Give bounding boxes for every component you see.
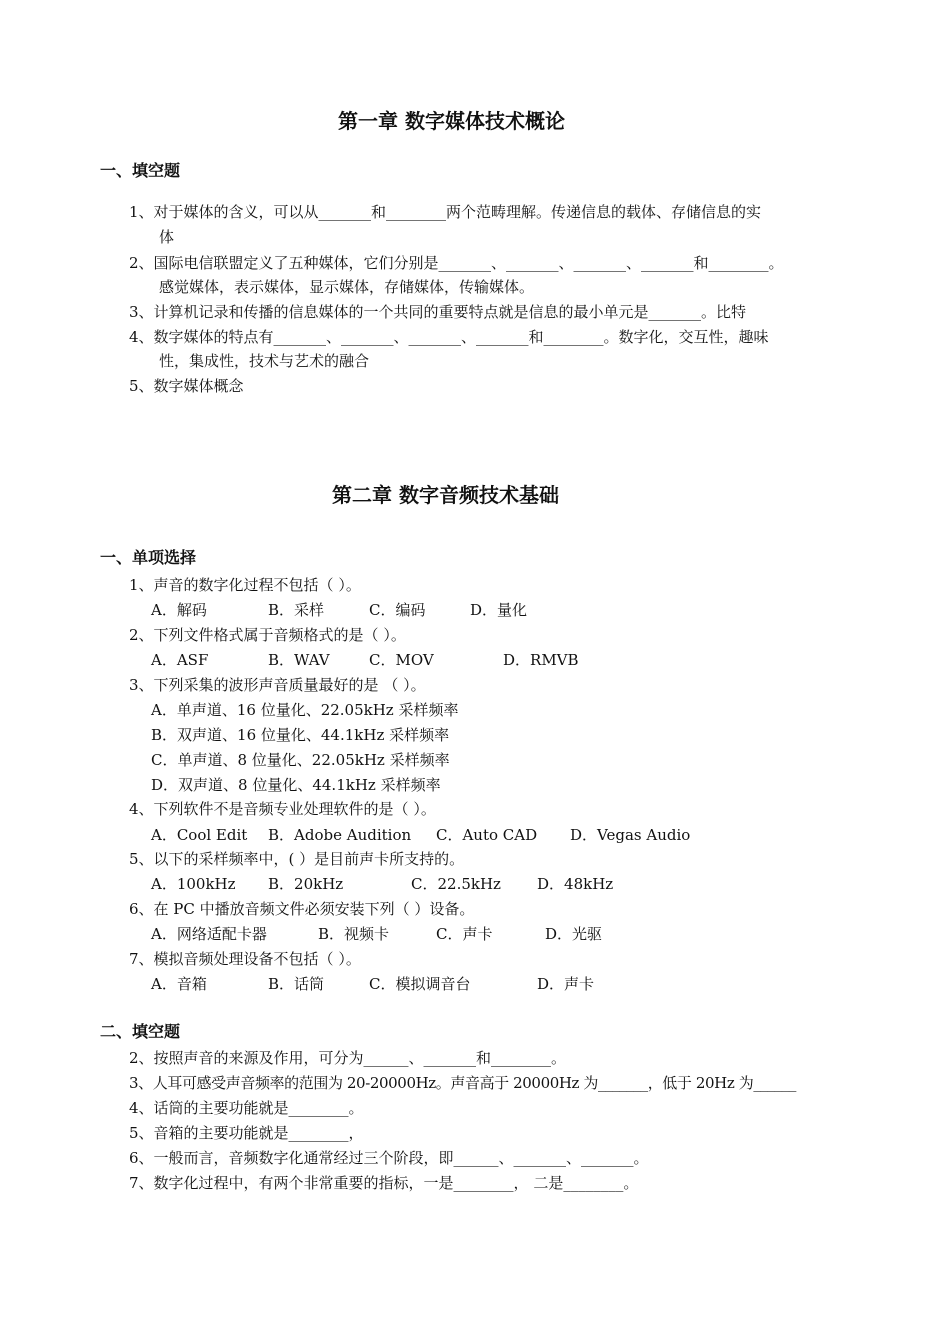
mc7-option-d: D．声卡 bbox=[537, 975, 595, 993]
mc2-option-b: B．WAV bbox=[268, 651, 330, 669]
mc-question-5: 5、以下的采样频率中，( ）是目前声卡所支持的。 bbox=[129, 850, 465, 868]
mc1-option-a: A．解码 bbox=[151, 601, 207, 619]
mc1-option-b: B．采样 bbox=[268, 601, 325, 619]
mc5-option-b: B．20kHz bbox=[268, 875, 344, 893]
ch2-section-choice-heading: 一、单项选择 bbox=[100, 548, 197, 567]
mc-question-6: 6、在 PC 中播放音频文件必须安装下列（ ）设备。 bbox=[129, 900, 475, 918]
mc1-option-d: D．量化 bbox=[470, 601, 528, 619]
mc4-option-b: B．Adobe Audition bbox=[268, 826, 412, 844]
mc4-option-a: A．Cool Edit bbox=[151, 826, 248, 844]
mc3-option-c: C．单声道、8 位量化、22.05kHz 采样频率 bbox=[151, 751, 450, 769]
ch1-q4-line2: 性，集成性，技术与艺术的融合 bbox=[159, 352, 370, 370]
mc-question-4: 4、下列软件不是音频专业处理软件的是（ ）。 bbox=[129, 800, 436, 818]
ch1-q4-line1: 4、数字媒体的特点有_______、_______、_______、_______和________。数字化，交互性，趣味 bbox=[129, 328, 769, 346]
mc6-option-c: C．声卡 bbox=[436, 925, 493, 943]
ch1-section-fill-heading: 一、填空题 bbox=[100, 161, 181, 180]
ch1-q1-line2: 体 bbox=[159, 228, 175, 246]
mc2-option-a: A．ASF bbox=[151, 651, 209, 669]
mc3-option-d: D．双声道、8 位量化、44.1kHz 采样频率 bbox=[151, 776, 441, 794]
fill-question-5: 5、音箱的主要功能就是________， bbox=[129, 1124, 364, 1142]
mc1-option-c: C．编码 bbox=[369, 601, 426, 619]
mc2-option-d: D．RMVB bbox=[503, 651, 579, 669]
fill-question-6: 6、一般而言，音频数字化通常经过三个阶段，即______、_______、_______。 bbox=[129, 1149, 649, 1167]
mc6-option-b: B．视频卡 bbox=[318, 925, 390, 943]
mc7-option-b: B．话筒 bbox=[268, 975, 325, 993]
mc7-option-a: A．音箱 bbox=[151, 975, 207, 993]
mc2-option-c: C．MOV bbox=[369, 651, 434, 669]
mc6-option-a: A．网络适配卡器 bbox=[151, 925, 267, 943]
fill-question-3: 3、人耳可感受声音频率的范围为 20-20000Hz。声音高于 20000Hz 为_______，低于 20Hz 为______ bbox=[129, 1074, 796, 1092]
mc-question-3: 3、下列采集的波形声音质量最好的是 （ ）。 bbox=[129, 676, 426, 694]
fill-question-7: 7、数字化过程中，有两个非常重要的指标，一是________， 二是________。 bbox=[129, 1174, 639, 1192]
mc4-option-c: C．Auto CAD bbox=[436, 826, 538, 844]
mc3-option-a: A．单声道、16 位量化、22.05kHz 采样频率 bbox=[151, 701, 459, 719]
mc-question-7: 7、模拟音频处理设备不包括（ ）。 bbox=[129, 950, 361, 968]
fill-question-2: 2、按照声音的来源及作用，可分为______、_______和________。 bbox=[129, 1049, 567, 1067]
mc7-option-c: C．模拟调音台 bbox=[369, 975, 471, 993]
mc-question-1: 1、声音的数字化过程不包括（ ）。 bbox=[129, 576, 361, 594]
ch2-section-fill-heading: 二、填空题 bbox=[100, 1022, 181, 1041]
ch1-q1-line1: 1、对于媒体的含义，可以从_______和________两个范畴理解。传递信息的载体、存储信息的实 bbox=[129, 203, 762, 221]
mc6-option-d: D．光驱 bbox=[545, 925, 603, 943]
chapter1-title: 第一章 数字媒体技术概论 bbox=[338, 109, 565, 133]
mc4-option-d: D．Vegas Audio bbox=[570, 826, 691, 844]
mc3-option-b: B．双声道、16 位量化、44.1kHz 采样频率 bbox=[151, 726, 450, 744]
ch1-q5: 5、数字媒体概念 bbox=[129, 377, 244, 395]
chapter2-title: 第二章 数字音频技术基础 bbox=[332, 483, 559, 507]
mc5-option-d: D．48kHz bbox=[537, 875, 614, 893]
mc-question-2: 2、下列文件格式属于音频格式的是（ ）。 bbox=[129, 626, 406, 644]
mc5-option-a: A．100kHz bbox=[151, 875, 236, 893]
fill-question-4: 4、话筒的主要功能就是________。 bbox=[129, 1099, 364, 1117]
ch1-q3: 3、计算机记录和传播的信息媒体的一个共同的重要特点就是信息的最小单元是_______。比特 bbox=[129, 303, 747, 321]
ch1-q2-line2: 感觉媒体，表示媒体，显示媒体，存储媒体，传输媒体。 bbox=[159, 278, 535, 296]
ch1-q2-line1: 2、国际电信联盟定义了五种媒体，它们分别是_______、_______、_______、_______和________。 bbox=[129, 254, 784, 272]
mc5-option-c: C．22.5kHz bbox=[411, 875, 501, 893]
